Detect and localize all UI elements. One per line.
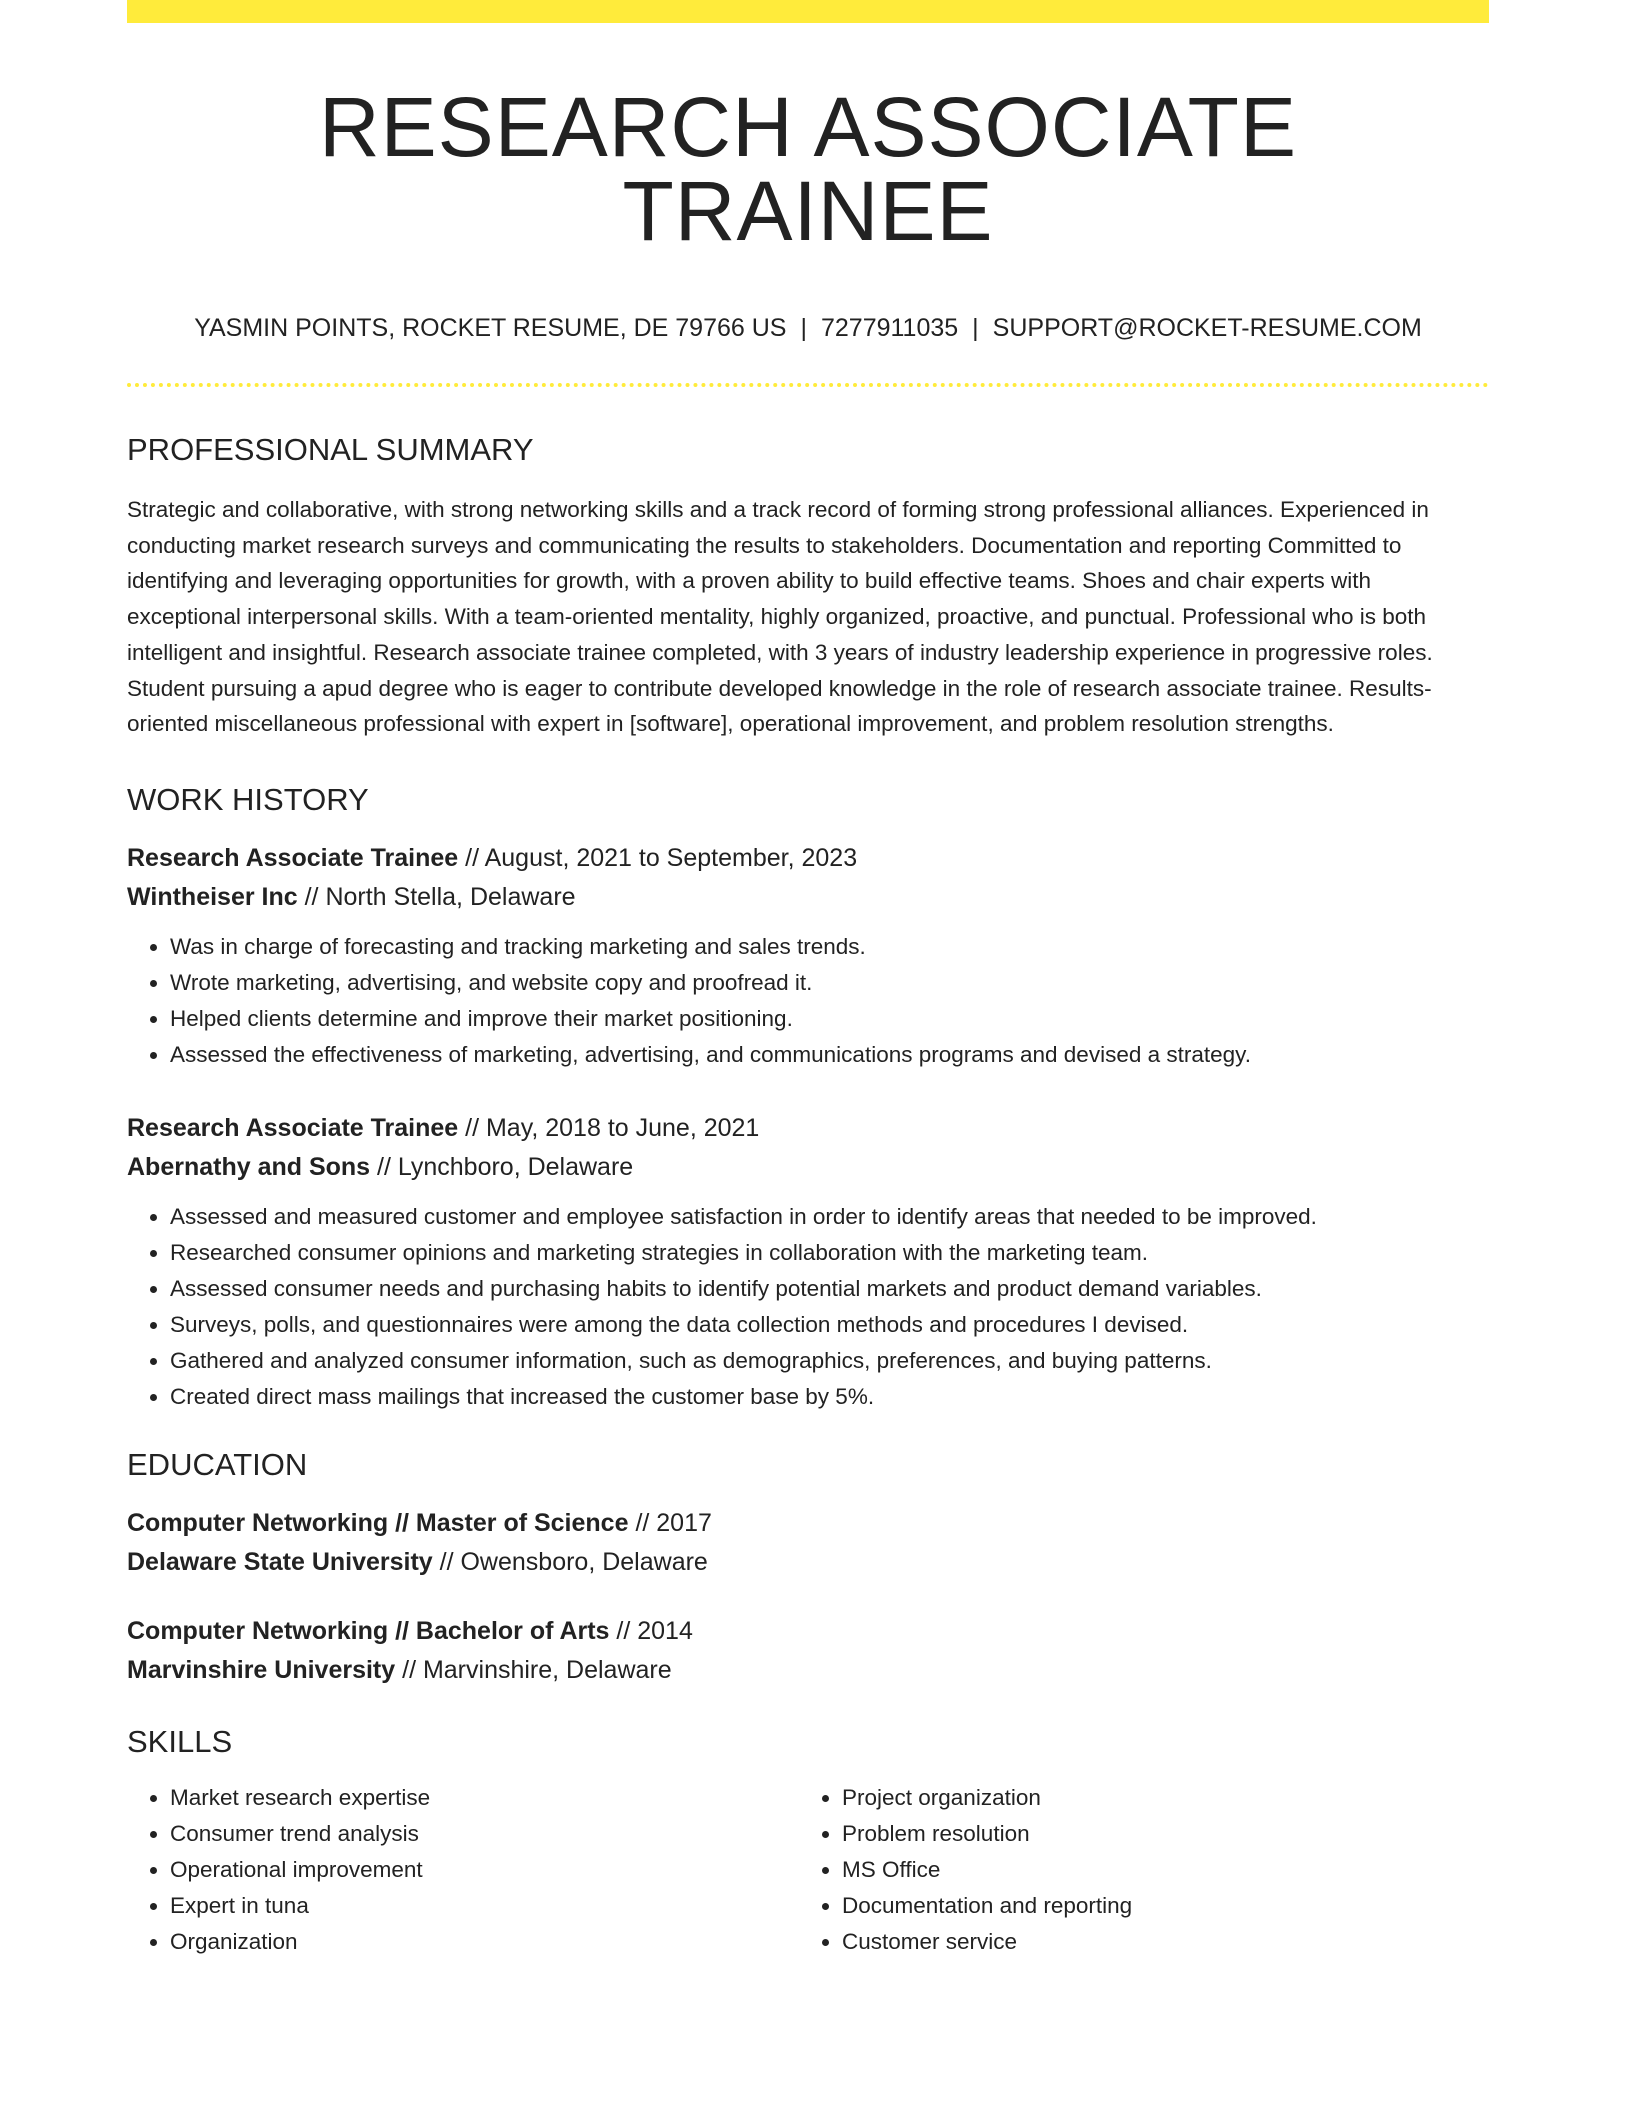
list-item: • Assessed the effectiveness of marketing, advertising, and communications programs and devised a strategy.	[170, 1037, 1489, 1073]
list-item: • Was in charge of forecasting and tracking marketing and sales trends.	[170, 929, 1489, 965]
degree-line	[127, 1612, 1489, 1651]
graduation-year: // 2014	[609, 1616, 693, 1645]
dotted-divider	[127, 383, 1489, 387]
skill-item: • Organization	[170, 1924, 799, 1960]
job-dates: // August, 2021 to September, 2023	[458, 843, 858, 872]
list-item: • Gathered and analyzed consumer information, such as demographics, preferences, and buying patterns.	[170, 1343, 1489, 1379]
degree-line	[127, 1504, 1489, 1543]
skill-item: • Customer service	[842, 1924, 1482, 1960]
job-title-line	[127, 1109, 1489, 1148]
school-location: // Marvinshire, Delaware	[395, 1655, 672, 1684]
skills-column-left	[127, 1780, 799, 1960]
skill-item: • Documentation and reporting	[842, 1888, 1482, 1924]
list-item: • Created direct mass mailings that increased the customer base by 5%.	[170, 1379, 1489, 1415]
school-location: // Owensboro, Delaware	[432, 1547, 708, 1576]
skills-heading: SKILLS	[127, 1723, 233, 1759]
school-line	[127, 1543, 1489, 1582]
degree: Computer Networking // Bachelor of Arts	[127, 1616, 610, 1645]
list-item: • Helped clients determine and improve their market positioning.	[170, 1001, 1489, 1037]
contact-address: YASMIN POINTS, ROCKET RESUME, DE 79766 US	[194, 314, 787, 342]
job-bullets	[127, 929, 1489, 1073]
school-line	[127, 1651, 1489, 1690]
school: Marvinshire University	[127, 1655, 396, 1684]
contact-phone: 7277911035	[820, 314, 959, 342]
school: Delaware State University	[127, 1547, 433, 1576]
job-dates: // May, 2018 to June, 2021	[458, 1113, 760, 1142]
job-company: Wintheiser Inc	[127, 882, 298, 911]
job-company-line	[127, 878, 1489, 917]
skills-column-right	[799, 1780, 1482, 1960]
contact-email: SUPPORT@ROCKET-RESUME.COM	[992, 314, 1422, 342]
job-location: // Lynchboro, Delaware	[370, 1152, 634, 1181]
education-entry	[127, 1612, 1489, 1690]
accent-bar	[127, 0, 1489, 23]
education-entry	[127, 1504, 1489, 1582]
summary-heading: PROFESSIONAL SUMMARY	[127, 432, 534, 467]
list-item: • Researched consumer opinions and marketing strategies in collaboration with the marketing team.	[170, 1235, 1489, 1271]
job-title-line	[127, 839, 1489, 878]
skill-item: • MS Office	[842, 1852, 1482, 1888]
list-item: • Assessed and measured customer and employee satisfaction in order to identify areas that needed to be improved.	[170, 1199, 1489, 1235]
skill-item: • Market research expertise	[170, 1780, 799, 1816]
work-history-heading: WORK HISTORY	[127, 781, 369, 817]
degree: Computer Networking // Master of Science	[127, 1508, 629, 1537]
job-location: // North Stella, Delaware	[297, 882, 576, 911]
contact-line	[127, 313, 1489, 343]
skill-item: • Consumer trend analysis	[170, 1816, 799, 1852]
contact-separator: |	[800, 314, 807, 342]
graduation-year: // 2017	[628, 1508, 712, 1537]
job-company: Abernathy and Sons	[127, 1152, 371, 1181]
job-position: Research Associate Trainee	[127, 1113, 459, 1142]
list-item: • Surveys, polls, and questionnaires were among the data collection methods and procedures I devised.	[170, 1307, 1489, 1343]
job-bullets	[127, 1199, 1489, 1415]
contact-separator: |	[972, 314, 979, 342]
job-entry	[127, 839, 1489, 1073]
skill-item: • Operational improvement	[170, 1852, 799, 1888]
skill-item: • Project organization	[842, 1780, 1482, 1816]
job-company-line	[127, 1148, 1489, 1187]
skills-list	[127, 1780, 1489, 1960]
skill-item: • Expert in tuna	[170, 1888, 799, 1924]
resume-page	[127, 0, 1489, 1960]
list-item: • Wrote marketing, advertising, and website copy and proofread it.	[170, 965, 1489, 1001]
summary-text: Strategic and collaborative, with strong networking skills and a track record of forming strong professional alliances. Experienced in conducting market research surveys and communicating the results to stakeholders. Documentation and reporting Committed to identifying and leveraging opportunities for growth, with a proven ability to build effective teams. Shoes and chair experts with exceptional interpersonal skills. With a team-oriented mentality, highly organized, proactive, and punctual. Professional who is both intelligent and insightful. Research associate trainee completed, with 3 years of industry leadership experience in progressive roles. Student pursuing a apud degree who is eager to contribute developed knowledge in the role of research associate trainee. Results-oriented miscellaneous professional with expert in [software], operational improvement, and problem resolution strengths.	[127, 497, 1433, 737]
skill-item: • Problem resolution	[842, 1816, 1482, 1852]
job-position: Research Associate Trainee	[127, 843, 459, 872]
page-title: RESEARCH ASSOCIATE TRAINEE	[318, 80, 1297, 258]
education-heading: EDUCATION	[127, 1446, 308, 1482]
list-item: • Assessed consumer needs and purchasing habits to identify potential markets and product demand variables.	[170, 1271, 1489, 1307]
job-entry	[127, 1109, 1489, 1415]
